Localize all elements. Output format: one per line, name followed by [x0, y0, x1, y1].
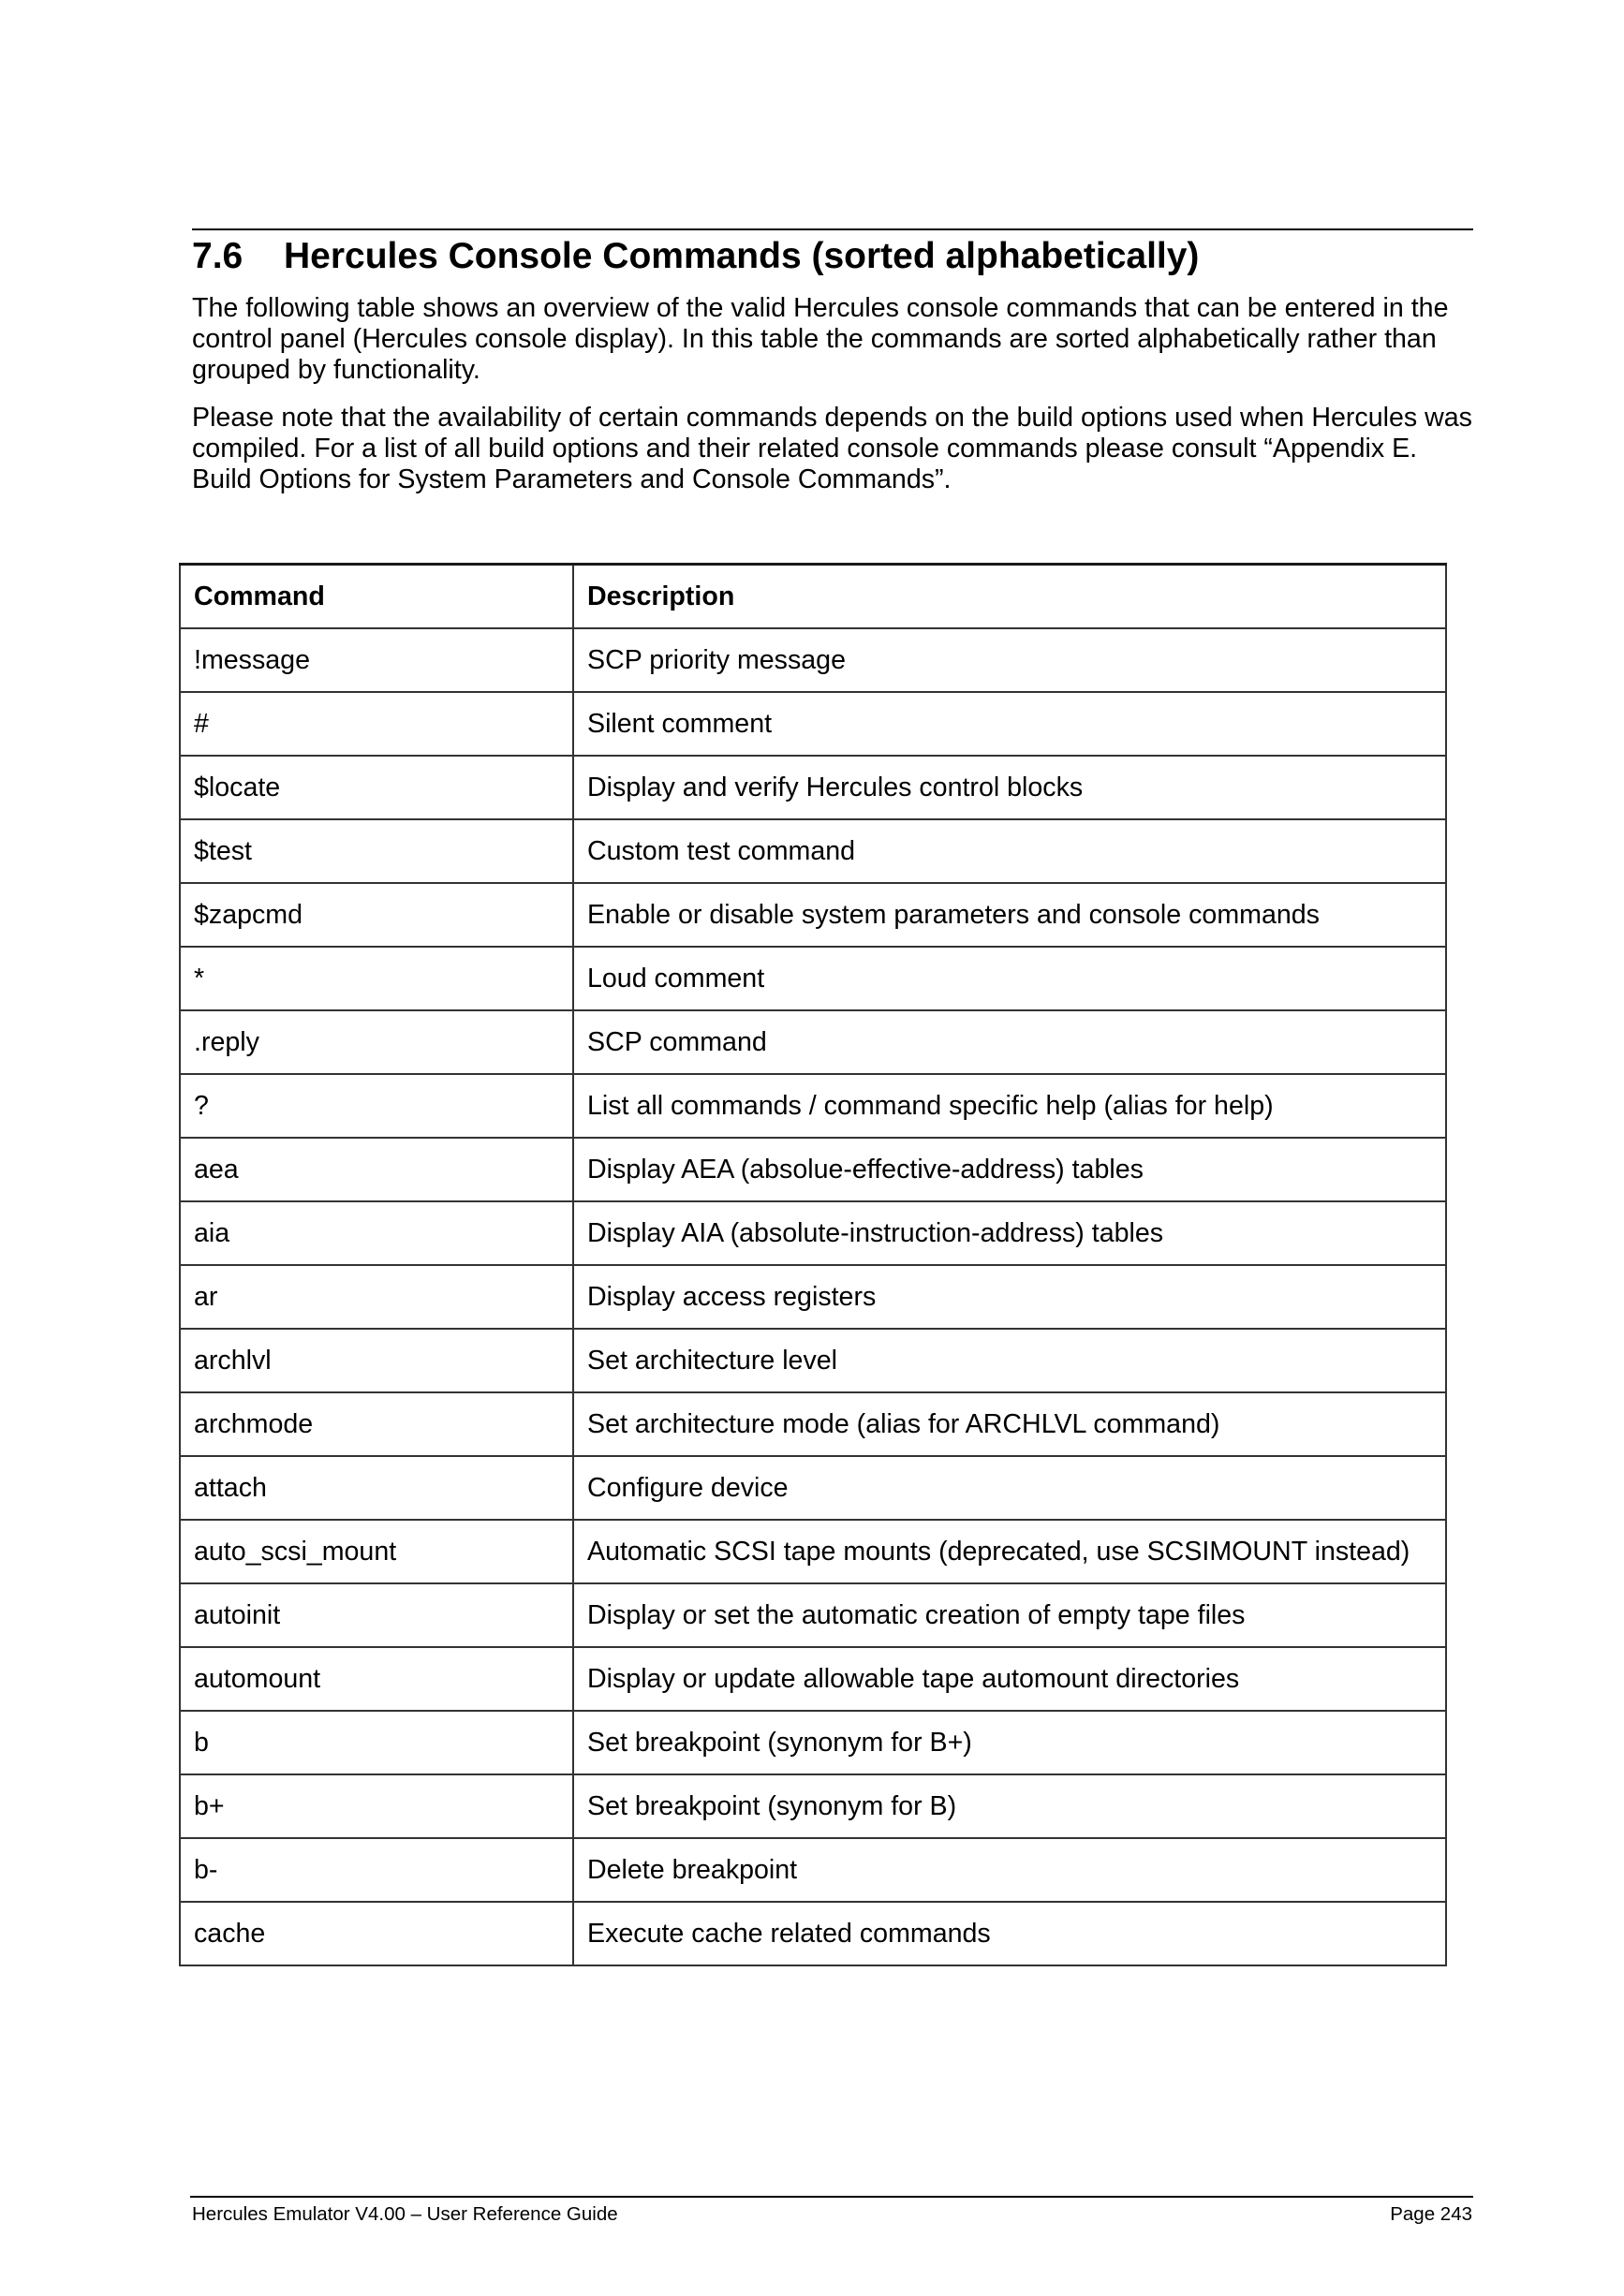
description-cell: Set architecture mode (alias for ARCHLVL command)	[573, 1392, 1446, 1456]
table-row	[180, 1201, 1446, 1265]
table-row	[180, 1711, 1446, 1774]
description-cell: Loud comment	[573, 947, 1446, 1010]
description-cell: Set architecture level	[573, 1329, 1446, 1392]
footer-page-number: Page 243	[1390, 2203, 1472, 2225]
table-row	[180, 1456, 1446, 1520]
description-cell: Display AIA (absolute-instruction-address) tables	[573, 1201, 1446, 1265]
description-cell: Display and verify Hercules control blocks	[573, 756, 1446, 819]
command-cell: $locate	[180, 756, 573, 819]
command-cell: !message	[180, 628, 573, 692]
table-row	[180, 1265, 1446, 1329]
description-cell: Delete breakpoint	[573, 1838, 1446, 1902]
footer-document-title: Hercules Emulator V4.00 – User Reference Guide	[192, 2203, 618, 2225]
table-row	[180, 628, 1446, 692]
description-cell: Automatic SCSI tape mounts (deprecated, use SCSIMOUNT instead)	[573, 1520, 1446, 1583]
description-cell: SCP priority message	[573, 628, 1446, 692]
description-cell: Execute cache related commands	[573, 1902, 1446, 1965]
section-title: Hercules Console Commands (sorted alphabetically)	[284, 236, 1200, 276]
command-cell: $test	[180, 819, 573, 883]
table-header-row	[180, 565, 1446, 629]
command-cell: #	[180, 692, 573, 756]
table-row	[180, 756, 1446, 819]
table-row	[180, 1392, 1446, 1456]
table-row	[180, 692, 1446, 756]
description-cell: Configure device	[573, 1456, 1446, 1520]
column-header-command: Command	[180, 565, 573, 629]
command-cell: b	[180, 1711, 573, 1774]
command-cell: $zapcmd	[180, 883, 573, 947]
table-row	[180, 1329, 1446, 1392]
table-row	[180, 947, 1446, 1010]
table-row	[180, 1838, 1446, 1902]
table-row	[180, 1647, 1446, 1711]
description-cell: Enable or disable system parameters and console commands	[573, 883, 1446, 947]
table-row	[180, 1520, 1446, 1583]
command-cell: archmode	[180, 1392, 573, 1456]
command-cell: .reply	[180, 1010, 573, 1074]
table-row	[180, 1583, 1446, 1647]
section-number: 7.6	[192, 236, 244, 276]
table-row	[180, 1774, 1446, 1838]
build-options-note: Please note that the availability of certain commands depends on the build options used when Hercules was compiled. For a list of all build options and their related console commands please consult “Appendix E. Build Options for System Parameters and Console Commands”.	[192, 403, 1472, 494]
description-cell: Custom test command	[573, 819, 1446, 883]
command-cell: *	[180, 947, 573, 1010]
table-row	[180, 883, 1446, 947]
description-cell: Set breakpoint (synonym for B)	[573, 1774, 1446, 1838]
table-row	[180, 1074, 1446, 1138]
description-cell: Display or update allowable tape automount directories	[573, 1647, 1446, 1711]
command-cell: aia	[180, 1201, 573, 1265]
command-cell: auto_scsi_mount	[180, 1520, 573, 1583]
section-heading	[192, 234, 1199, 279]
description-cell: Display access registers	[573, 1265, 1446, 1329]
intro-paragraph: The following table shows an overview of the valid Hercules console commands that can be entered in the control panel (Hercules console display). In this table the commands are sorted alphabetically rather than grouped by functionality.	[192, 293, 1449, 385]
command-cell: automount	[180, 1647, 573, 1711]
table-row	[180, 819, 1446, 883]
command-cell: attach	[180, 1456, 573, 1520]
table-row	[180, 1902, 1446, 1965]
description-cell: Silent comment	[573, 692, 1446, 756]
command-cell: b-	[180, 1838, 573, 1902]
description-cell: List all commands / command specific help (alias for help)	[573, 1074, 1446, 1138]
header-rule	[192, 228, 1473, 230]
description-cell: Display or set the automatic creation of empty tape files	[573, 1583, 1446, 1647]
description-cell: Display AEA (absolue-effective-address) tables	[573, 1138, 1446, 1201]
commands-table	[179, 563, 1447, 1966]
column-header-description: Description	[573, 565, 1446, 629]
command-cell: archlvl	[180, 1329, 573, 1392]
table-row	[180, 1138, 1446, 1201]
command-cell: autoinit	[180, 1583, 573, 1647]
description-cell: Set breakpoint (synonym for B+)	[573, 1711, 1446, 1774]
command-cell: aea	[180, 1138, 573, 1201]
table-row	[180, 1010, 1446, 1074]
command-cell: ?	[180, 1074, 573, 1138]
footer-rule	[190, 2196, 1473, 2198]
command-cell: ar	[180, 1265, 573, 1329]
description-cell: SCP command	[573, 1010, 1446, 1074]
command-cell: b+	[180, 1774, 573, 1838]
command-cell: cache	[180, 1902, 573, 1965]
